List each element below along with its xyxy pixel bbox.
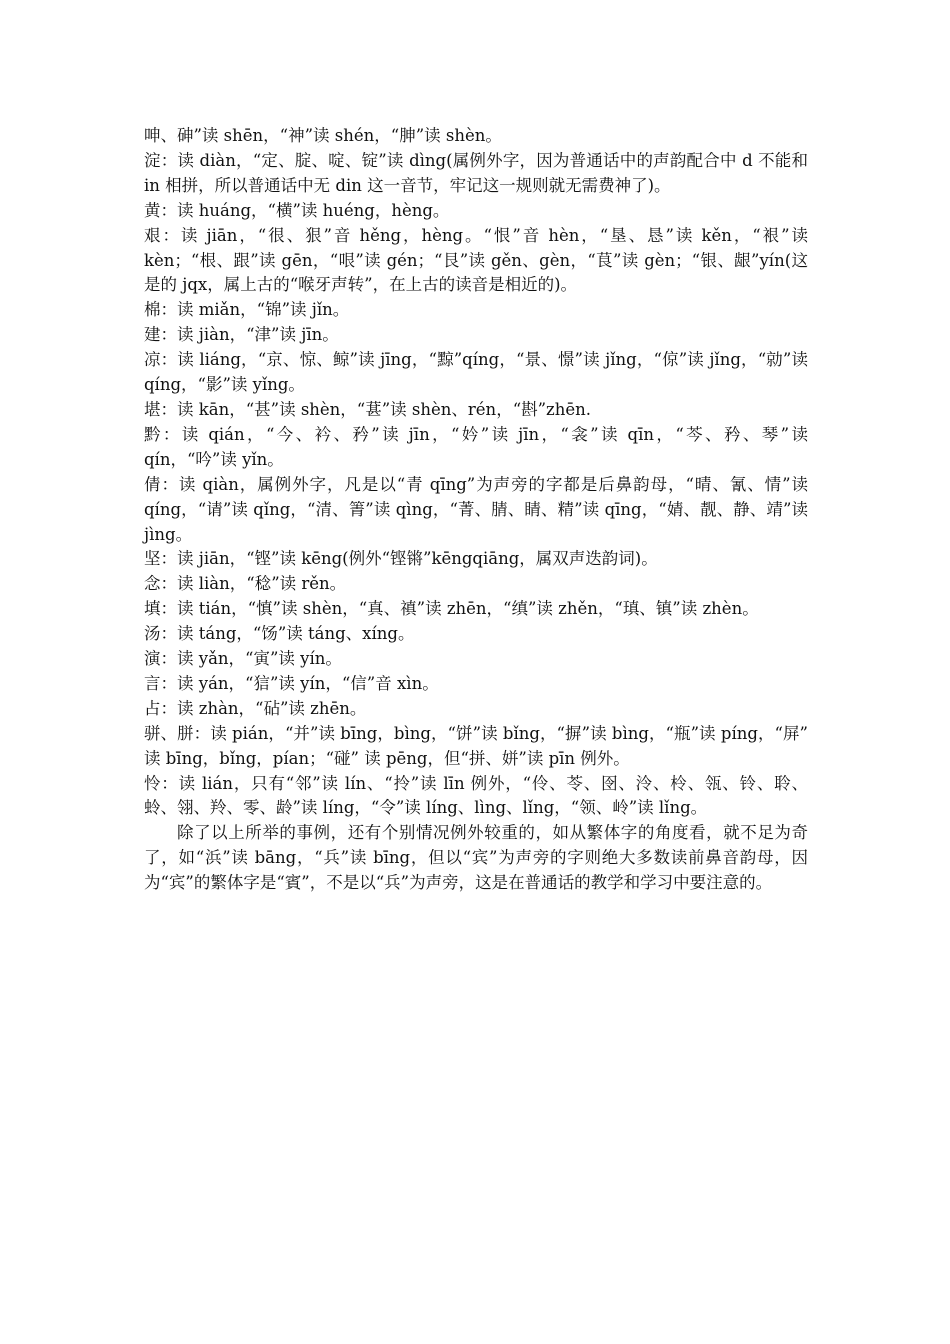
paragraph-pian: 骈、胼：读 pián，“并”读 bīng，bìng，“饼”读 bǐng，“摒”读 bìng，“瓶”读 píng，“屏” 读 bīng，bǐng，pían；“碰” 读 pēng，但“拼、姘”读 pīn 例外。 xyxy=(144,723,808,768)
paragraph-qian-pretty: 倩：读 qiàn，属例外字，凡是以“青 qīng”为声旁的字都是后鼻韵母，“晴、氰、情”读 qíng，“请”读 qǐng，“清、箐”读 qìng，“菁、腈、睛、精”读 qīng，“婧、靓、静、靖”读 jìng。 xyxy=(144,474,808,544)
paragraph-jian-build: 建：读 jiàn，“津”读 jīn。 xyxy=(144,325,339,345)
paragraph-jian-firm: 坚：读 jiān，“铿”读 kēng(例外“铿锵”kēngqiāng，属双声迭韵词)。 xyxy=(144,549,658,569)
paragraph-tian: 填：读 tián，“慎”读 shèn，“真、禛”读 zhēn，“缜”读 zhěn，“瑱、镇”读 zhèn。 xyxy=(144,599,759,619)
paragraph-tang: 汤：读 táng，“饧”读 táng、xíng。 xyxy=(144,624,415,644)
paragraph-nian: 念：读 liàn，“稔”读 rěn。 xyxy=(144,574,347,594)
paragraph-lian: 怜：读 lián，只有“邻”读 lín、“拎”读 līn 例外，“伶、苓、囹、泠、柃、瓴、铃、聆、蛉、翎、羚、零、龄”读 líng，“令”读 líng、lìng、lǐng，“领、岭”读 lǐng。 xyxy=(144,773,808,818)
paragraph-mian: 棉：读 miǎn，“锦”读 jǐn。 xyxy=(144,300,350,320)
paragraph-yan-perform: 演：读 yǎn，“寅”读 yín。 xyxy=(144,649,342,669)
paragraph-shen-continuation: 呻、砷”读 shēn，“神”读 shén，“胂”读 shèn。 xyxy=(144,126,502,145)
paragraph-zhan: 占：读 zhàn，“砧”读 zhēn。 xyxy=(144,698,367,718)
paragraph-dian: 淀：读 diàn，“定、腚、啶、锭”读 dìng(属例外字，因为普通话中的声韵配合中 d 不能和 in 相拼，所以普通话中无 din 这一音节，牢记这一规则就无需费神了)。 xyxy=(144,150,808,195)
paragraph-yan-speech: 言：读 yán，“狺”读 yín，“信”音 xìn。 xyxy=(144,673,439,693)
paragraph-conclusion: 除了以上所举的事例，还有个别情况例外较重的，如从繁体字的角度看，就不足为奇了，如“浜”读 bāng，“兵”读 bīng，但以“宾”为声旁的字则绝大多数读前鼻音韵母，因为“宾”的繁体字是“賓”，不是以“兵”为声旁，这是在普通话的教学和学习中要注意的。 xyxy=(144,823,808,893)
paragraph-liang: 凉：读 liáng，“京、惊、鲸”读 jīng，“黥”qíng，“景、憬”读 jǐng，“倞”读 jǐng，“勍”读 qíng，“影”读 yǐng。 xyxy=(144,350,808,395)
document-body xyxy=(144,124,808,896)
paragraph-jian-hard: 艰：读 jiān，“很、狠”音 hěng，hèng。“恨”音 hèn，“垦、恳”读 kěn，“裉”读 kèn；“根、跟”读 gēn，“哏”读 gén；“艮”读 gěn、gèn，“茛”读 gèn；“银、龈”yín(这是的 jqx，属上古的“喉牙声转”，在上古的读音是相近的)。 xyxy=(144,225,808,295)
paragraph-kan: 堪：读 kān，“甚”读 shèn，“葚”读 shèn、rén，“斟”zhēn. xyxy=(144,399,592,419)
paragraph-qian-black: 黔：读 qián，“今、衿、矜”读 jīn，“妗”读 jīn，“衾”读 qīn，“芩、矜、琴”读 qín，“吟”读 yǐn。 xyxy=(144,424,808,469)
paragraph-huang: 黄：读 huáng，“横”读 huéng，hèng。 xyxy=(144,200,450,220)
